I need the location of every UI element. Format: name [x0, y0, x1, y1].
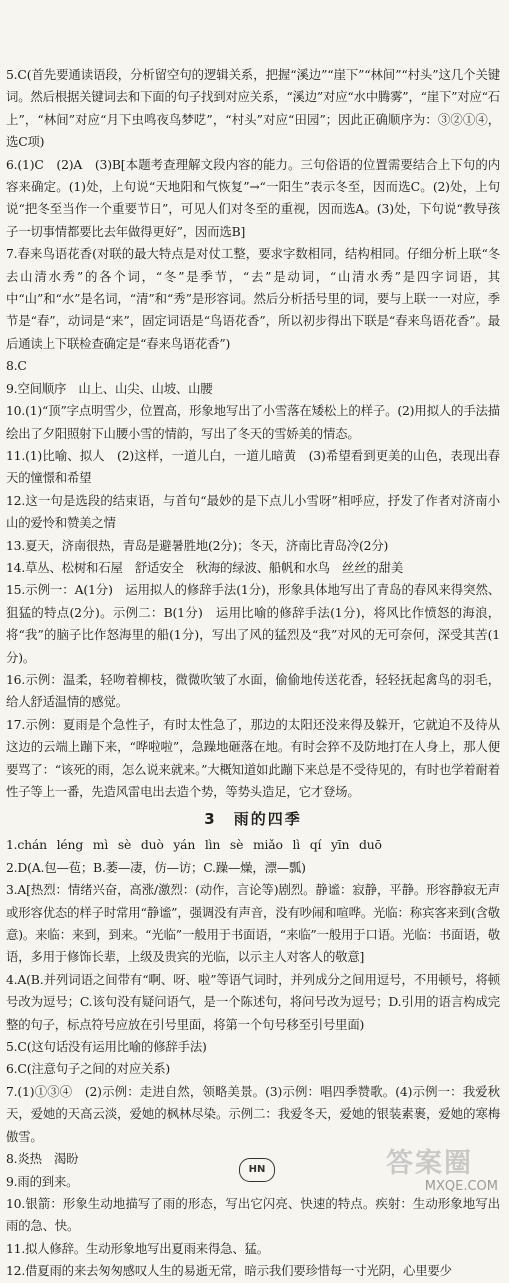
answer-item: 10.银箭：形象生动地描写了雨的形态，写出它闪亮、快速的特点。疾射：生动形象地写出雨的急、快。 — [6, 1195, 500, 1234]
answer-item: 12.这一句是选段的结束语，与首句“最妙的是下点儿小雪呀”相呼应，抒发了作者对济南小山的爱怜和赞美之情 — [6, 492, 500, 531]
answer-item: 11.(1)比喻、拟人 (2)这样，一道儿白，一道儿暗黄 (3)希望看到更美的山色，表现出春天的憧憬和希望 — [6, 447, 500, 486]
answer-item: 3.A[热烈：情绪兴奋，高涨/激烈：(动作，言论等)剧烈。静谧：寂静，平静。形容静寂无声或形容优态的样子时常用“静谧”，强调没有声音，没有吵闹和喧哗。光临：称宾客来到(含敬意)。来临：来到，到来。“光临”一般用于书面语，“来临”一般用于口语。光临：书面语，敬语，多用于修饰长辈，上级及贵宾的光临，以示主人对客人的敬意] — [6, 882, 500, 965]
answer-item: 10.(1)“顶”字点明雪少，位置高，形象地写出了小雪落在矮松上的样子。(2)用拟人的手法描绘出了夕阳照射下山腰小雪的情韵，写出了冬天的雪娇美的情态。 — [6, 403, 500, 441]
answer-item: 8.C — [6, 358, 27, 374]
answer-item: 6.(1)C (2)A (3)B[本题考查理解文段内容的能力。三句俗语的位置需要结合上下句的内容来确定。(1)处，上句说“天地阳和气恢复”→“一阳生”表示冬至，因而选C。(2)处，上句说“把冬至当作一个重要节日”，可见人们对冬至的重视，因而选A。(3)处，下句说“教导孩子一切事情都要比去年做得更好”，因而选B] — [6, 156, 500, 239]
answer-item: 5.C(首先要通读语段，分析留空句的逻辑关系，把握“溪边”“崖下”“林间”“村头”这几个关键词。然后根据关键词去和下面的句子找到对应关系，“溪边”对应“水中腾雾”，“崖下”对应“石上”，“林间”对应“月下虫鸣夜鸟梦呓”，“村头”对应“田园”；因此正确顺序为：③②①④，选C项) — [6, 67, 500, 150]
watermark-logo — [386, 1148, 504, 1198]
answer-item: 13.夏天，济南很热，青岛是避暑胜地(2分)；冬天，济南比青岛冷(2分) — [6, 537, 389, 553]
answer-item: 8.炎热 渴盼 — [6, 1151, 79, 1167]
answer-item: 6.C(注意句子之间的对应关系) — [6, 1061, 171, 1077]
answer-item: 9.雨的到来。 — [6, 1173, 79, 1189]
answer-item: 2.D(A.包—苞；B.萎—凄，仿—访；C.躁—燥，漂—瓢) — [6, 859, 306, 875]
answer-item: 16.示例：温柔，轻吻着柳枝，微微吹皱了水面，偷偷地传送花香，轻轻抚起禽鸟的羽毛，给人舒适温情的感觉。 — [6, 671, 500, 710]
answer-item: 4.A(B.并列词语之间带有“啊、呀、啦”等语气词时，并列成分之间用逗号，不用顿号，将顿号改为逗号；C.该句没有疑问语气，是一个陈述句，将问号改为逗号；D.引用的语言构成完整的句子，标点符号应放在引号里面，将第一个句号移至引号里面) — [6, 971, 500, 1032]
answer-item: 12.借夏雨的来去匆匆感叹人生的易逝无常，暗示我们要珍惜每一寸光阴，心里要少 — [6, 1263, 452, 1279]
answer-item: 9.空间顺序 山上、山尖、山坡、山腰 — [6, 380, 213, 396]
answer-item: 7.(1)①③④ (2)示例：走进自然，领略美景。(3)示例：唱四季赞歌。(4)示例一：我爱秋天，爱她的天高云淡，爱她的枫林尽染。示例二：我爱冬天，爱她的银装素裹，爱她的寒梅傲雪。 — [6, 1083, 500, 1144]
answer-page — [6, 64, 500, 1283]
pinyin-answer: 1.chán léng mì sè duò yán lìn sè miǎo lì qí yīn duō — [6, 837, 382, 853]
answer-item: 5.C(这句话没有运用比喻的修辞手法) — [6, 1039, 207, 1055]
answer-item: 11.拟人修辞。生动形象地写出夏雨来得急、猛。 — [6, 1240, 269, 1256]
watermark-url: MXQE.COM — [424, 1179, 498, 1194]
section-title: 3 雨的四季 — [204, 810, 302, 829]
answer-item: 7.春来鸟语花香(对联的最大特点是对仗工整，要求字数相同，结构相同。仔细分析上联“冬去山清水秀”的各个词，“冬”是季节，“去”是动词，“山清水秀”是四字词语，其中“山”和“水”是名词，“清”和“秀”是形容词。然后分析括号里的词，要与上联一一对应，季节是“春”，动词是“来”，固定词语是“鸟语花香”，所以初步得出下联是“春来鸟语花香”。最后通读上下联检查确定是“春来鸟语花香”) — [6, 246, 500, 351]
answer-item: 17.示例：夏雨是个急性子，有时太性急了，那边的太阳还没来得及躲开，它就迫不及待从这边的云端上蹦下来，“哗啦啦”，急躁地砸落在地。有时会猝不及防地打在人身上，那人便要骂了：“该死的雨，怎么说来就来。”大概知道如此蹦下来总是不受待见的，有时也学着耐着性子等上一番，先造风雷电出去造个势，等势头造足，它才登场。 — [6, 716, 500, 799]
answer-item: 14.草丛、松树和石屋 舒适安全 秋海的绿波、船帆和水鸟 丝丝的甜美 — [6, 559, 404, 575]
watermark-text: 答案圈 — [386, 1148, 473, 1179]
page-badge: HN — [239, 1158, 275, 1182]
answer-item: 15.示例一：A(1分) 运用拟人的修辞手法(1分)，形象具体地写出了青岛的春风来得突然、狙猛的特点(2分)。示例二：B(1分) 运用比喻的修辞手法(1分)，将风比作愤怒的海浪，将“我”的脑子比作怒海里的船(1分)，写出了风的猛烈及“我”对风的无可奈何，深受其苦(1分)。 — [6, 582, 500, 665]
